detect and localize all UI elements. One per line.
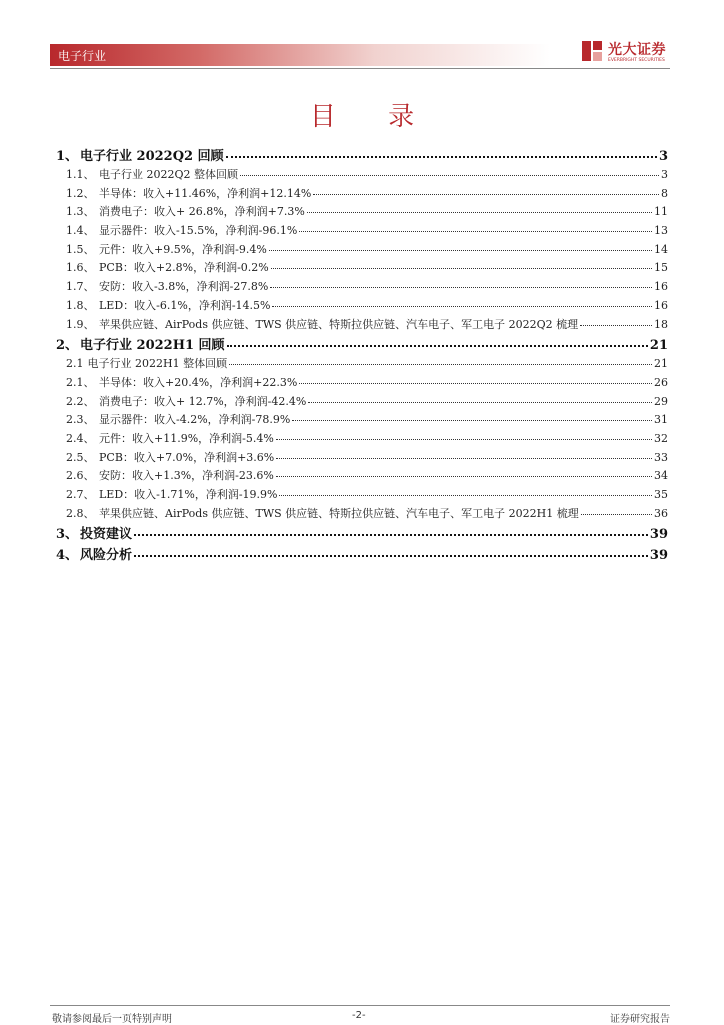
- toc-entry-title: 安防：收入+1.3%，净利润-23.6%: [99, 469, 274, 483]
- toc-entry-number: 2、: [56, 338, 79, 354]
- toc-entry-title: 消费电子：收入+ 26.8%，净利润+7.3%: [99, 205, 305, 219]
- toc-entry-number: 1.3、: [66, 205, 95, 219]
- toc-dot-leader: [134, 533, 648, 536]
- toc-subsection-entry[interactable]: [56, 222, 668, 241]
- toc-entry-title: 苹果供应链、AirPods 供应链、TWS 供应链、特斯拉供应链、汽车电子、军工电子 2022Q2 梳理: [99, 317, 579, 331]
- toc-entry-title: LED：收入-1.71%，净利润-19.9%: [99, 488, 278, 501]
- toc-entry-title: 投资建议: [80, 527, 133, 543]
- toc-entry-number: 1.7、: [66, 280, 95, 294]
- toc-dot-leader: [276, 457, 652, 459]
- toc-dot-leader: [269, 249, 652, 251]
- toc-subsection-entry[interactable]: [56, 374, 668, 393]
- toc-entry-number: 2.6、: [66, 469, 95, 483]
- toc-entry-title: 苹果供应链、AirPods 供应链、TWS 供应链、特斯拉供应链、汽车电子、军工电子 2022H1 梳理: [99, 506, 579, 520]
- toc-entry-number: 1.8、: [66, 298, 95, 312]
- toc-section-entry[interactable]: [56, 523, 668, 544]
- toc-subsection-entry[interactable]: [56, 297, 668, 316]
- toc-entry-title: 显示器件：收入-15.5%，净利润-96.1%: [99, 224, 298, 238]
- toc-dot-leader: [134, 554, 648, 557]
- toc-subsection-entry[interactable]: [56, 467, 668, 486]
- toc-entry-number: 2.3、: [66, 413, 95, 427]
- toc-entry-title: 元件：收入+11.9%，净利润-5.4%: [99, 431, 274, 445]
- toc-subsection-entry[interactable]: [56, 185, 668, 204]
- toc-entry-number: 2.8、: [66, 506, 95, 520]
- toc-section-entry[interactable]: [56, 334, 668, 355]
- toc-dot-leader: [313, 193, 659, 195]
- toc-entry-title: 安防：收入-3.8%，净利润-27.8%: [99, 280, 269, 294]
- toc-entry-page: 13: [654, 224, 668, 238]
- toc-entry-page: 16: [654, 280, 668, 294]
- toc-subsection-entry[interactable]: [56, 241, 668, 260]
- toc-dot-leader: [276, 438, 652, 440]
- toc-entry-title: 电子行业 2022Q2 回顾: [80, 149, 224, 164]
- header-band: [50, 44, 550, 66]
- toc-entry-page: 35: [654, 488, 668, 501]
- toc-entry-page: 32: [654, 431, 668, 445]
- toc-entry-page: 36: [654, 506, 668, 520]
- toc-dot-leader: [229, 363, 652, 365]
- toc-dot-leader: [307, 211, 652, 213]
- toc-entry-number: 1、: [56, 149, 79, 164]
- toc-entry-page: 14: [654, 242, 668, 256]
- toc-dot-leader: [227, 344, 648, 347]
- toc-entry-page: 29: [654, 394, 668, 408]
- page-number: -2-: [352, 1010, 366, 1021]
- toc-entry-page: 16: [654, 298, 668, 312]
- toc-dot-leader: [580, 324, 652, 326]
- header-divider: [50, 68, 670, 69]
- toc-dot-leader: [581, 513, 652, 515]
- toc-section-entry[interactable]: [56, 544, 668, 565]
- toc-dot-leader: [270, 286, 652, 288]
- toc-entry-number: 1.5、: [66, 242, 95, 256]
- toc-subsection-entry[interactable]: [56, 278, 668, 297]
- toc-entry-number: 3、: [56, 527, 79, 543]
- toc-subsection-entry[interactable]: [56, 259, 668, 278]
- toc-subsection-entry[interactable]: [56, 393, 668, 412]
- toc-title: 目 录: [309, 102, 437, 132]
- toc-entry-page: 18: [654, 317, 668, 331]
- toc-entry-title: 消费电子：收入+ 12.7%，净利润-42.4%: [99, 394, 307, 408]
- header-title: 电子行业: [58, 49, 107, 63]
- footer-report-type: 证券研究报告: [610, 1014, 670, 1025]
- toc-entry-page: 39: [649, 527, 668, 543]
- toc-entry-page: 34: [654, 469, 668, 483]
- toc-subsection-entry[interactable]: [56, 166, 668, 185]
- toc-entry-page: 15: [654, 261, 668, 275]
- toc-entry-title: 半导体：收入+20.4%，净利润+22.3%: [99, 375, 298, 389]
- toc-entry-page: 21: [654, 357, 668, 371]
- toc-subsection-entry[interactable]: [56, 486, 668, 505]
- toc-entry-page: 11: [654, 205, 668, 219]
- toc-entry-title: 半导体：收入+11.46%，净利润+12.14%: [99, 186, 312, 200]
- toc-entry-title: 电子行业 2022H1 回顾: [80, 338, 225, 354]
- toc-entry-number: 1.6、: [66, 261, 95, 275]
- toc-subsection-entry[interactable]: [56, 505, 668, 524]
- toc-entry-page: 33: [654, 450, 668, 464]
- toc-entry-page: 3: [658, 149, 668, 164]
- toc-dot-leader: [276, 475, 652, 477]
- toc-entry-number: 2.2、: [66, 394, 95, 408]
- toc-entry-title: LED：收入-6.1%，净利润-14.5%: [99, 298, 271, 312]
- toc-entry-title: 显示器件：收入-4.2%，净利润-78.9%: [99, 413, 291, 427]
- toc-entry-number: 1.1、: [66, 168, 95, 181]
- toc-entry-title: PCB：收入+7.0%，净利润+3.6%: [99, 450, 275, 464]
- toc-dot-leader: [279, 494, 652, 496]
- toc-entry-number: 1.2、: [66, 186, 95, 200]
- toc-entry-title: 电子行业 2022H1 整体回顾: [87, 357, 228, 371]
- toc-entry-page: 26: [654, 375, 668, 389]
- toc-entry-number: 2.4、: [66, 431, 95, 445]
- toc-entry-page: 39: [649, 548, 668, 564]
- toc-dot-leader: [308, 401, 652, 403]
- toc-dot-leader: [292, 419, 652, 421]
- toc-subsection-entry[interactable]: [56, 203, 668, 222]
- logo-subtext: EVERBRIGHT SECURITIES: [608, 58, 665, 63]
- toc-dot-leader: [226, 155, 657, 158]
- toc-section-entry[interactable]: [56, 145, 668, 166]
- toc-dot-leader: [272, 305, 652, 307]
- toc-entry-number: 1.9、: [66, 317, 95, 331]
- toc-subsection-entry[interactable]: [56, 430, 668, 449]
- logo-mark-icon: [580, 39, 604, 63]
- toc-dot-leader: [299, 382, 652, 384]
- toc-entry-number: 4、: [56, 548, 79, 564]
- toc-entry-page: 21: [649, 338, 668, 354]
- toc-entry-number: 2.1、: [66, 375, 95, 389]
- toc-subsection-entry[interactable]: [56, 316, 668, 335]
- toc-dot-leader: [240, 174, 659, 176]
- toc-entry-title: 电子行业 2022Q2 整体回顾: [99, 168, 239, 181]
- toc-entry-number: 2.1: [66, 357, 84, 371]
- toc-entry-page: 3: [661, 168, 668, 181]
- footer-disclaimer: 敬请参阅最后一页特别声明: [52, 1014, 172, 1025]
- toc-entry-number: 1.4、: [66, 224, 95, 238]
- toc-entry-number: 2.7、: [66, 488, 95, 501]
- toc-dot-leader: [271, 267, 652, 269]
- toc-dot-leader: [299, 230, 652, 232]
- table-of-contents: [56, 145, 668, 565]
- toc-entry-page: 31: [654, 413, 668, 427]
- toc-entry-title: 元件：收入+9.5%，净利润-9.4%: [99, 242, 267, 256]
- toc-entry-page: 8: [661, 186, 668, 200]
- toc-entry-title: PCB：收入+2.8%，净利润-0.2%: [99, 261, 269, 275]
- toc-entry-number: 2.5、: [66, 450, 95, 464]
- footer-divider: [50, 1005, 670, 1006]
- toc-subsection-entry[interactable]: [56, 411, 668, 430]
- toc-subsection-entry[interactable]: [56, 355, 668, 374]
- toc-entry-title: 风险分析: [80, 548, 133, 564]
- toc-subsection-entry[interactable]: [56, 449, 668, 468]
- company-logo: [580, 38, 680, 66]
- logo-text: 光大证券: [608, 42, 666, 58]
